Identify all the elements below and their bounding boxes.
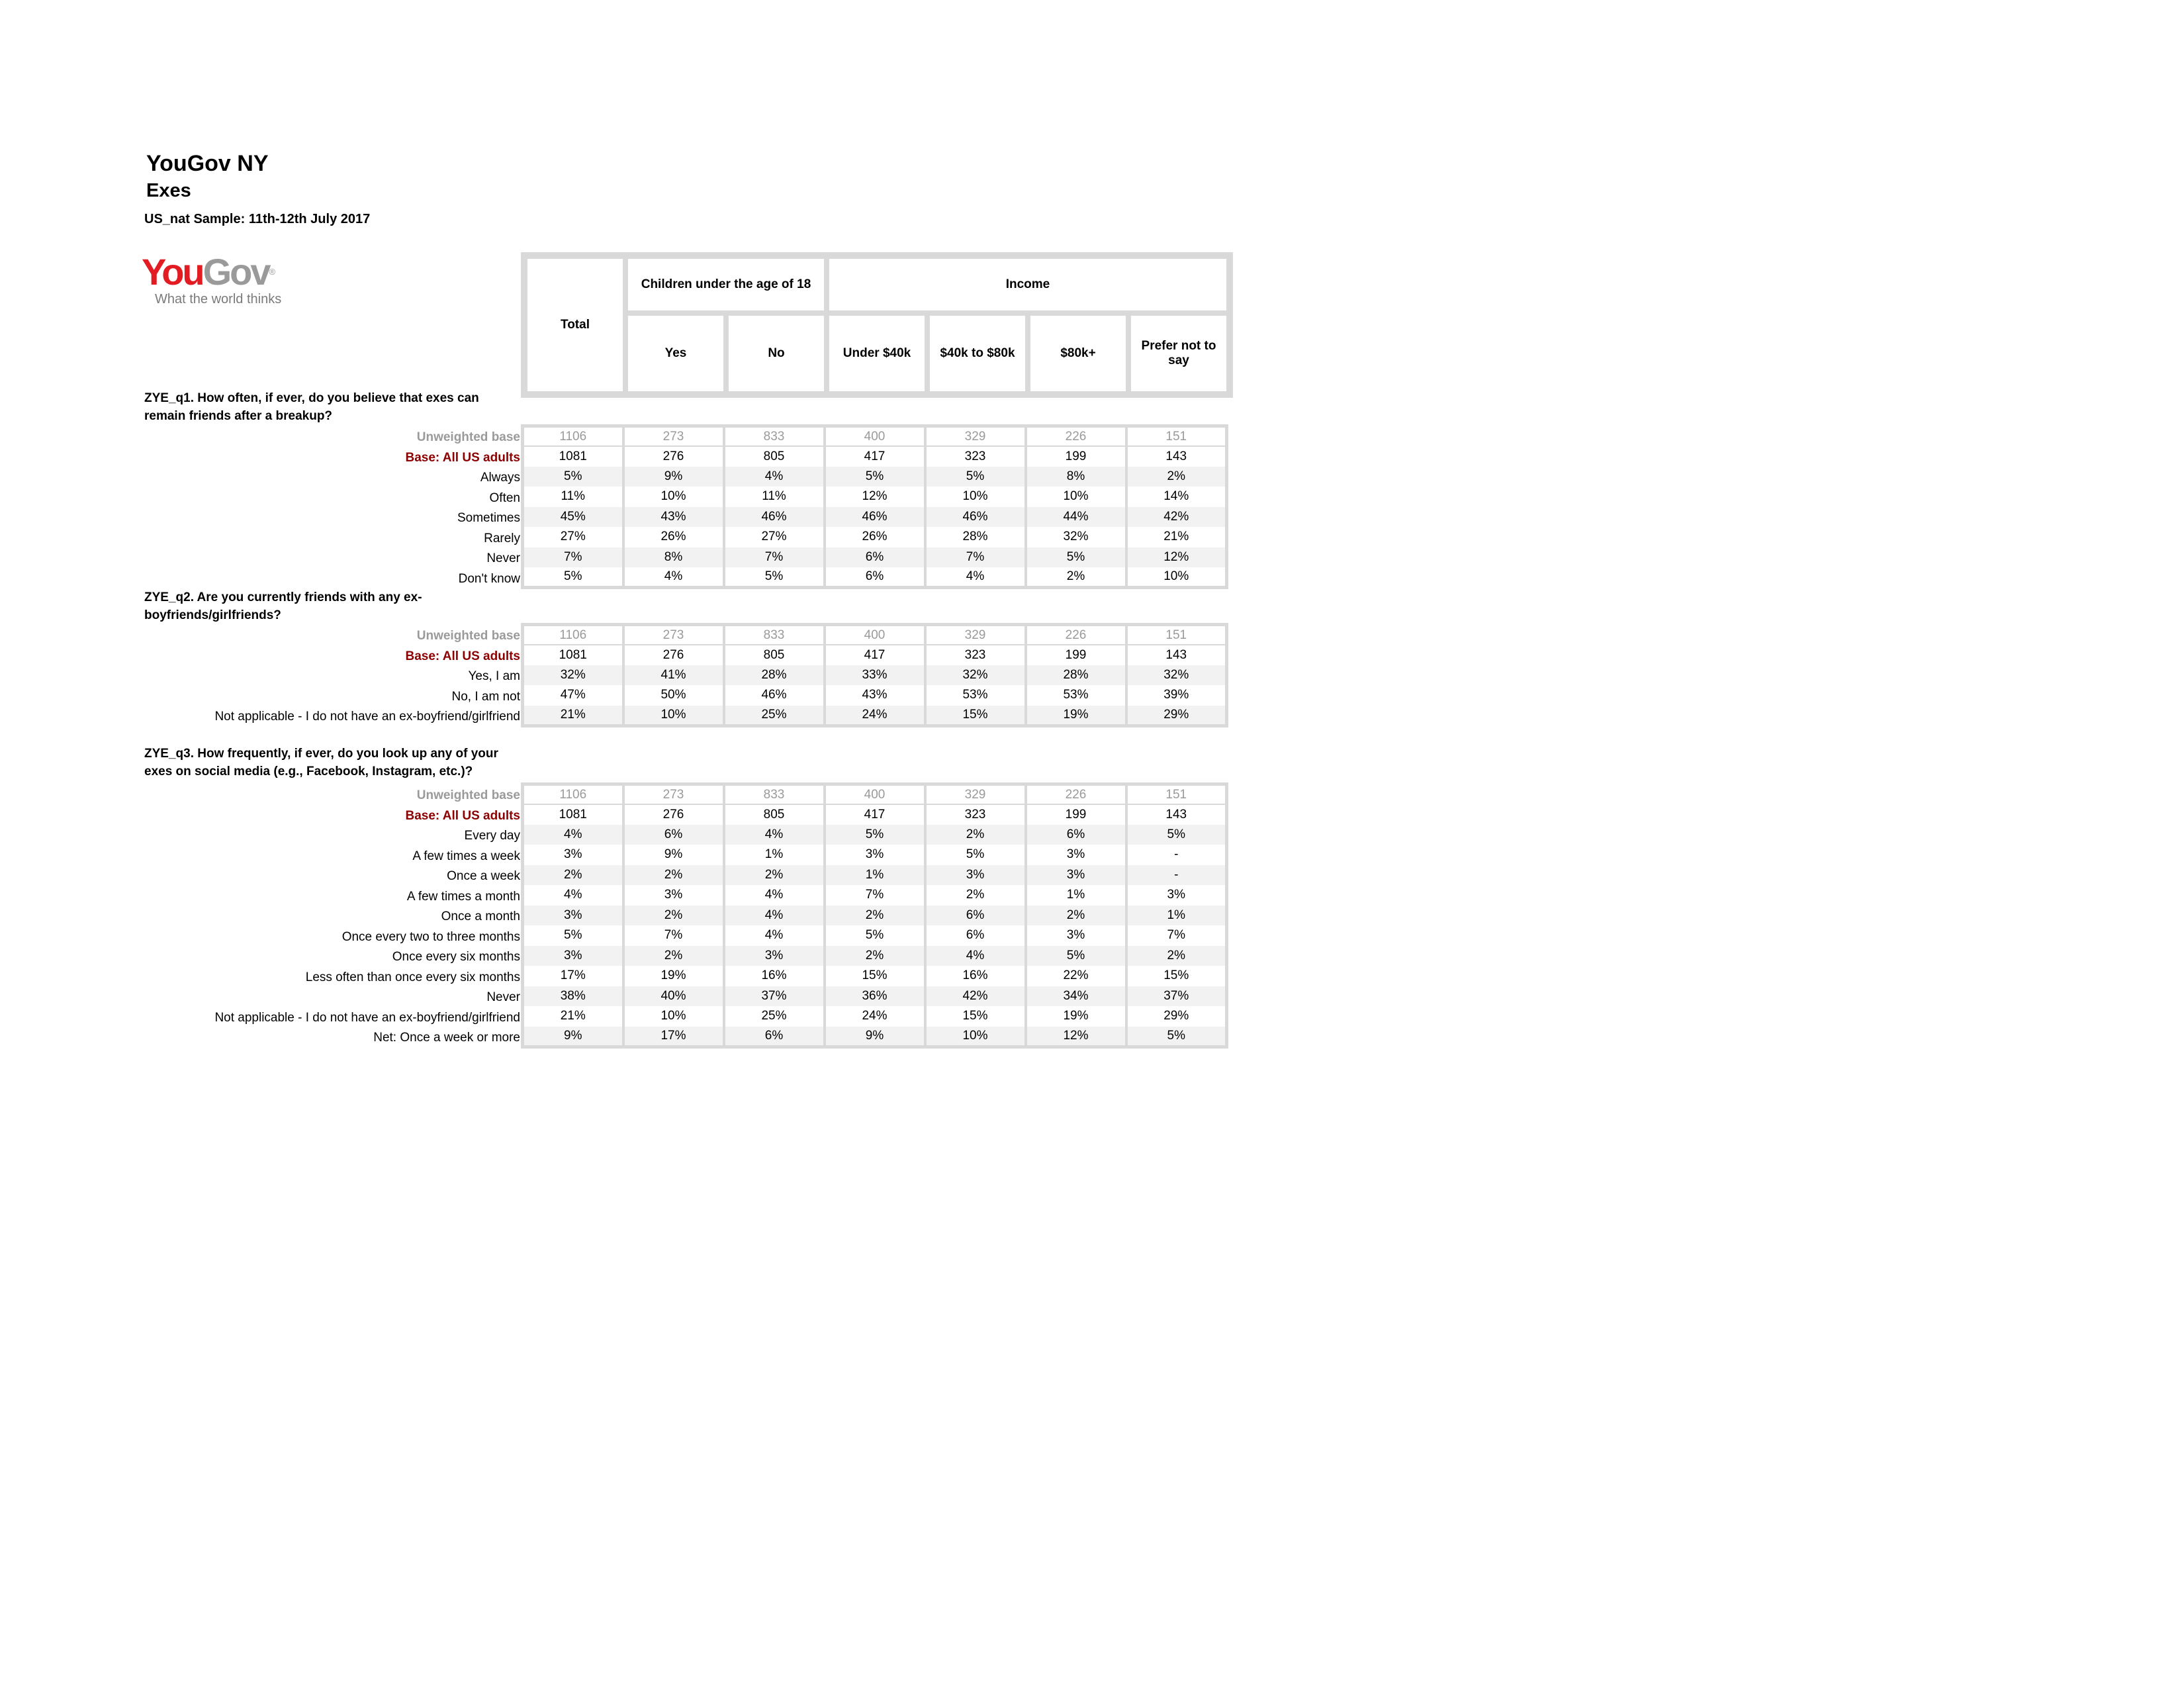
table-cell: 5% (523, 925, 623, 946)
table-cell: 5% (825, 467, 925, 487)
table-cell: 273 (623, 426, 724, 447)
table-cell: 40% (623, 986, 724, 1007)
table-cell: 36% (825, 986, 925, 1007)
table-cell: 28% (925, 527, 1026, 547)
table-cell: 3% (1026, 925, 1126, 946)
table-cell: 276 (623, 645, 724, 665)
table-cell: 9% (623, 467, 724, 487)
row-label: Not applicable - I do not have an ex-boyfriend/girlfriend (214, 1010, 520, 1025)
table-cell: 226 (1026, 625, 1126, 645)
table-cell: 1081 (523, 804, 623, 825)
table-cell: 42% (1126, 507, 1227, 528)
table-cell: 28% (724, 665, 825, 686)
table-cell: 329 (925, 784, 1026, 805)
row-label: A few times a week (412, 849, 520, 863)
row-label: Always (480, 471, 520, 485)
table-cell: 5% (523, 567, 623, 588)
table-row (523, 784, 1227, 805)
table-cell: 1% (1026, 885, 1126, 906)
table-row (523, 865, 1227, 886)
row-labels (0, 626, 520, 727)
table-cell: 1081 (523, 645, 623, 665)
row-label: Once a week (447, 869, 520, 883)
table-cell: 16% (724, 966, 825, 986)
report-subtitle: Exes (146, 180, 191, 201)
question-title: ZYE_q3. How frequently, if ever, do you look up any of your exes on social media (e.g., Facebook, Instagram, etc.)? (144, 747, 498, 778)
row-label: Never (486, 551, 520, 565)
table-cell: 2% (925, 885, 1026, 906)
table-cell: 50% (623, 685, 724, 706)
table-cell: 151 (1126, 426, 1227, 447)
table-cell: 1106 (523, 784, 623, 805)
table-cell: 12% (1026, 1027, 1126, 1047)
table-cell: 143 (1126, 446, 1227, 467)
table-cell: 226 (1026, 784, 1126, 805)
table-cell: 7% (1126, 925, 1227, 946)
table-row (523, 1027, 1227, 1047)
table-cell: 5% (523, 467, 623, 487)
table-cell: 3% (1026, 865, 1126, 886)
table-cell: 5% (1026, 946, 1126, 966)
table-cell: 25% (724, 706, 825, 726)
table-cell: 273 (623, 784, 724, 805)
table-cell: 9% (523, 1027, 623, 1047)
table-cell: 7% (925, 547, 1026, 568)
table-cell: 4% (523, 885, 623, 906)
header-col-prefer-not: Prefer not to say (1128, 313, 1229, 394)
sample-info: US_nat Sample: 11th-12th July 2017 (144, 212, 371, 226)
table-cell: 400 (825, 784, 925, 805)
table-cell: 833 (724, 625, 825, 645)
table-cell: 7% (724, 547, 825, 568)
table-cell: 1% (724, 845, 825, 865)
row-label: Yes, I am (468, 669, 520, 683)
table-cell: 27% (724, 527, 825, 547)
question-title: ZYE_q2. Are you currently friends with any ex-boyfriends/girlfriends? (144, 590, 422, 622)
table-row (523, 547, 1227, 568)
table-cell: 10% (925, 487, 1026, 507)
table-cell: 323 (925, 645, 1026, 665)
table-cell: 53% (925, 685, 1026, 706)
header-col-40k-80k: $40k to $80k (927, 313, 1028, 394)
table-cell: 12% (825, 487, 925, 507)
header-group-children: Children under the age of 18 (625, 256, 827, 313)
row-label: Sometimes (457, 511, 520, 525)
table-row (523, 804, 1227, 825)
table-cell: 6% (925, 925, 1026, 946)
table-cell: 7% (523, 547, 623, 568)
table-cell: 17% (523, 966, 623, 986)
row-label: Net: Once a week or more (373, 1031, 520, 1045)
table-cell: 2% (623, 865, 724, 886)
table-row (523, 426, 1227, 447)
table-cell: 4% (724, 467, 825, 487)
table-cell: 32% (925, 665, 1026, 686)
table-row (523, 825, 1227, 845)
table-cell: 4% (724, 825, 825, 845)
row-label: Often (489, 491, 520, 505)
column-header-table (521, 252, 1233, 398)
table-cell: 53% (1026, 685, 1126, 706)
table-row (523, 487, 1227, 507)
header-col-no: No (726, 313, 827, 394)
table-cell: 329 (925, 625, 1026, 645)
table-row (523, 625, 1227, 645)
table-cell: 21% (523, 1006, 623, 1027)
table-cell: 17% (623, 1027, 724, 1047)
table-cell: 1106 (523, 625, 623, 645)
table-cell: 43% (623, 507, 724, 528)
table-cell: 5% (1126, 825, 1227, 845)
table-row (523, 906, 1227, 926)
row-labels (0, 786, 520, 1049)
table-cell: 22% (1026, 966, 1126, 986)
table-cell: 4% (523, 825, 623, 845)
table-cell: 10% (925, 1027, 1026, 1047)
table-cell: 151 (1126, 784, 1227, 805)
table-cell: 39% (1126, 685, 1227, 706)
table-cell: 3% (825, 845, 925, 865)
table-cell: - (1126, 865, 1227, 886)
table-cell: 27% (523, 527, 623, 547)
table-cell: 19% (1026, 706, 1126, 726)
row-label: No, I am not (451, 689, 520, 704)
table-row (523, 446, 1227, 467)
table-row (523, 986, 1227, 1007)
row-label: Base: All US adults (405, 450, 520, 465)
table-cell: 833 (724, 784, 825, 805)
table-cell: 32% (1126, 665, 1227, 686)
table-cell: 46% (925, 507, 1026, 528)
table-cell: 2% (925, 825, 1026, 845)
table-cell: 3% (925, 865, 1026, 886)
report-title: YouGov NY (146, 151, 269, 176)
table-row (523, 1006, 1227, 1027)
table-cell: 6% (724, 1027, 825, 1047)
table-cell: 7% (623, 925, 724, 946)
data-table (521, 623, 1228, 727)
table-cell: 4% (925, 567, 1026, 588)
table-cell: 2% (724, 865, 825, 886)
table-cell: 3% (724, 946, 825, 966)
row-label: Don't know (458, 571, 520, 586)
data-table (521, 424, 1228, 589)
row-label: Once every two to three months (341, 929, 520, 944)
table-cell: 2% (623, 906, 724, 926)
table-cell: 10% (623, 706, 724, 726)
table-cell: 3% (523, 906, 623, 926)
table-cell: 276 (623, 446, 724, 467)
table-row (523, 885, 1227, 906)
header-total: Total (525, 256, 625, 394)
table-cell: 5% (825, 925, 925, 946)
table-cell: 44% (1026, 507, 1126, 528)
yougov-logo: YouGov® What the world thinks (142, 251, 282, 306)
table-cell: 26% (825, 527, 925, 547)
table-cell: 3% (523, 845, 623, 865)
table-cell: 9% (825, 1027, 925, 1047)
table-cell: 29% (1126, 1006, 1227, 1027)
row-label: Less often than once every six months (305, 970, 520, 984)
table-cell: 41% (623, 665, 724, 686)
table-cell: 2% (825, 906, 925, 926)
table-row (523, 946, 1227, 966)
table-cell: 5% (724, 567, 825, 588)
row-label: Unweighted base (416, 788, 520, 802)
table-cell: 199 (1026, 446, 1126, 467)
table-cell: 4% (724, 925, 825, 946)
row-label: Once every six months (392, 950, 520, 964)
table-cell: 9% (623, 845, 724, 865)
table-cell: 151 (1126, 625, 1227, 645)
row-label: Unweighted base (416, 430, 520, 444)
table-cell: 1081 (523, 446, 623, 467)
table-cell: 10% (1126, 567, 1227, 588)
table-row (523, 925, 1227, 946)
row-label: Every day (464, 829, 520, 843)
table-cell: 805 (724, 446, 825, 467)
table-cell: 11% (724, 487, 825, 507)
table-row (523, 706, 1227, 726)
table-cell: 143 (1126, 804, 1227, 825)
table-cell: 14% (1126, 487, 1227, 507)
table-cell: 4% (623, 567, 724, 588)
table-cell: 8% (1026, 467, 1126, 487)
table-cell: 19% (623, 966, 724, 986)
table-cell: 2% (623, 946, 724, 966)
table-cell: 6% (623, 825, 724, 845)
row-label: Unweighted base (416, 629, 520, 643)
table-cell: 226 (1026, 426, 1126, 447)
table-cell: 24% (825, 1006, 925, 1027)
table-cell: 400 (825, 625, 925, 645)
table-cell: 805 (724, 645, 825, 665)
header-group-income: Income (827, 256, 1229, 313)
table-cell: 2% (1026, 567, 1126, 588)
table-cell: 6% (1026, 825, 1126, 845)
table-cell: 5% (925, 845, 1026, 865)
table-cell: 10% (623, 1006, 724, 1027)
table-cell: 4% (724, 906, 825, 926)
table-cell: 3% (523, 946, 623, 966)
table-cell: 4% (925, 946, 1026, 966)
table-cell: 417 (825, 645, 925, 665)
table-cell: 323 (925, 446, 1026, 467)
row-label: A few times a month (406, 889, 520, 904)
table-cell: 3% (1126, 885, 1227, 906)
table-row (523, 507, 1227, 528)
row-label: Base: All US adults (405, 649, 520, 663)
table-cell: 3% (1026, 845, 1126, 865)
table-cell: 15% (925, 1006, 1026, 1027)
table-cell: 46% (825, 507, 925, 528)
row-label: Never (486, 990, 520, 1004)
row-label: Not applicable - I do not have an ex-boyfriend/girlfriend (214, 710, 520, 724)
table-cell: 1106 (523, 426, 623, 447)
table-cell: 21% (1126, 527, 1227, 547)
header-col-80k-plus: $80k+ (1028, 313, 1128, 394)
table-cell: 2% (523, 865, 623, 886)
table-cell: 417 (825, 804, 925, 825)
table-cell: 33% (825, 665, 925, 686)
table-cell: 199 (1026, 645, 1126, 665)
table-cell: 46% (724, 685, 825, 706)
row-label: Rarely (484, 531, 520, 545)
table-cell: 4% (724, 885, 825, 906)
table-cell: 805 (724, 804, 825, 825)
row-label: Once a month (441, 910, 520, 923)
table-cell: 15% (825, 966, 925, 986)
table-cell: 47% (523, 685, 623, 706)
table-cell: 417 (825, 446, 925, 467)
table-cell: 32% (1026, 527, 1126, 547)
table-cell: 329 (925, 426, 1026, 447)
table-cell: 273 (623, 625, 724, 645)
table-cell: 199 (1026, 804, 1126, 825)
table-cell: 6% (825, 547, 925, 568)
header-col-under-40k: Under $40k (827, 313, 927, 394)
table-cell: 276 (623, 804, 724, 825)
table-cell: 6% (825, 567, 925, 588)
table-cell: 10% (1026, 487, 1126, 507)
table-row (523, 527, 1227, 547)
table-cell: 34% (1026, 986, 1126, 1007)
header-col-yes: Yes (625, 313, 726, 394)
table-cell: 42% (925, 986, 1026, 1007)
table-cell: - (1126, 845, 1227, 865)
table-cell: 32% (523, 665, 623, 686)
table-cell: 38% (523, 986, 623, 1007)
table-cell: 5% (1026, 547, 1126, 568)
row-label: Base: All US adults (405, 808, 520, 823)
table-cell: 15% (925, 706, 1026, 726)
table-row (523, 567, 1227, 588)
table-row (523, 467, 1227, 487)
table-cell: 3% (623, 885, 724, 906)
table-cell: 26% (623, 527, 724, 547)
table-cell: 5% (825, 825, 925, 845)
table-cell: 5% (925, 467, 1026, 487)
table-cell: 1% (825, 865, 925, 886)
table-row (523, 665, 1227, 686)
table-cell: 2% (1126, 467, 1227, 487)
question-title: ZYE_q1. How often, if ever, do you believe that exes can remain friends after a breakup? (144, 391, 479, 423)
table-cell: 6% (925, 906, 1026, 926)
table-cell: 16% (925, 966, 1026, 986)
table-cell: 2% (825, 946, 925, 966)
table-cell: 19% (1026, 1006, 1126, 1027)
table-cell: 143 (1126, 645, 1227, 665)
table-cell: 10% (623, 487, 724, 507)
table-cell: 2% (1126, 946, 1227, 966)
table-cell: 25% (724, 1006, 825, 1027)
table-cell: 29% (1126, 706, 1227, 726)
table-cell: 21% (523, 706, 623, 726)
table-row (523, 685, 1227, 706)
table-cell: 37% (724, 986, 825, 1007)
table-cell: 24% (825, 706, 925, 726)
table-cell: 12% (1126, 547, 1227, 568)
table-cell: 28% (1026, 665, 1126, 686)
table-cell: 5% (1126, 1027, 1227, 1047)
table-cell: 833 (724, 426, 825, 447)
table-row (523, 845, 1227, 865)
table-cell: 8% (623, 547, 724, 568)
row-labels (0, 428, 520, 589)
table-cell: 400 (825, 426, 925, 447)
table-cell: 15% (1126, 966, 1227, 986)
table-row (523, 966, 1227, 986)
data-table (521, 782, 1228, 1049)
table-cell: 46% (724, 507, 825, 528)
table-cell: 43% (825, 685, 925, 706)
table-cell: 11% (523, 487, 623, 507)
table-cell: 37% (1126, 986, 1227, 1007)
table-row (523, 645, 1227, 665)
table-cell: 323 (925, 804, 1026, 825)
table-cell: 7% (825, 885, 925, 906)
table-cell: 1% (1126, 906, 1227, 926)
table-cell: 45% (523, 507, 623, 528)
table-cell: 2% (1026, 906, 1126, 926)
